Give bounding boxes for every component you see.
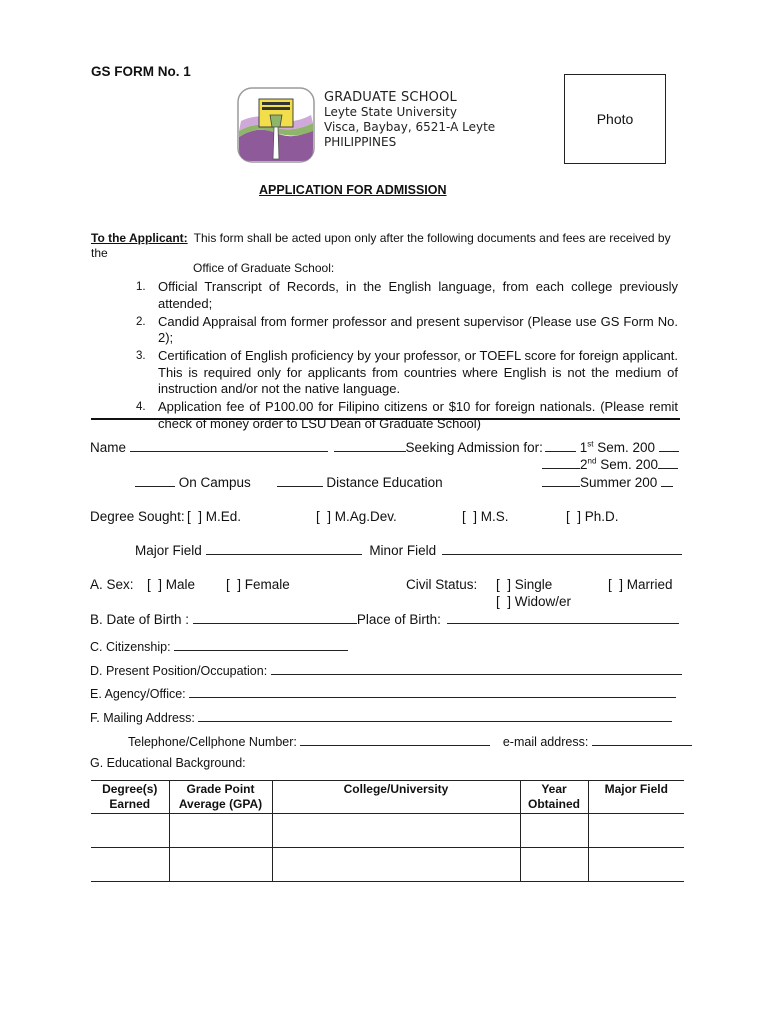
name-label: Name xyxy=(90,440,127,455)
cell-input[interactable] xyxy=(588,814,684,848)
mode-row: On Campus Distance Education xyxy=(135,474,443,490)
degree-label: Degree Sought: xyxy=(90,509,185,524)
school-address: Visca, Baybay, 6521-A Leyte xyxy=(324,120,496,134)
cell-input[interactable] xyxy=(520,848,588,882)
sem1-year-field[interactable] xyxy=(659,439,679,452)
name-row xyxy=(90,439,543,455)
school-address-block xyxy=(324,90,495,150)
edu-label: G. Educational Background: xyxy=(90,756,246,770)
civil-status-label: Civil Status: xyxy=(406,577,478,592)
table-row xyxy=(91,848,684,882)
university-name: Leyte State University xyxy=(324,105,457,119)
cell-input[interactable] xyxy=(91,848,169,882)
citizenship-field[interactable] xyxy=(174,638,348,651)
contact-row: Telephone/Cellphone Number: e-mail address: xyxy=(128,733,692,749)
col-gpa: Grade Point Average (GPA) xyxy=(169,781,272,814)
dob-field[interactable] xyxy=(193,611,357,624)
civil-married-checkbox[interactable]: [ ] Married xyxy=(608,577,673,592)
pob-field[interactable] xyxy=(447,611,679,624)
photo-label: Photo xyxy=(596,111,634,127)
cell-input[interactable] xyxy=(272,848,520,882)
cell-input[interactable] xyxy=(169,848,272,882)
list-item: 1. Official Transcript of Records, in the English language, from each college previously attended; xyxy=(136,279,678,311)
name-field-2[interactable] xyxy=(334,439,406,452)
university-logo xyxy=(237,87,315,163)
agency-row: E. Agency/Office: xyxy=(90,685,676,701)
degree-med-checkbox[interactable]: [ ] M.Ed. xyxy=(187,509,242,524)
summer-blank[interactable] xyxy=(542,474,580,487)
summer-year-field[interactable] xyxy=(661,474,673,487)
list-item: 3. Certification of English proficiency by your professor, or TOEFL score for foreign applicant. This is required only for applicants from countries where English is not the medium of instruction and/or not the native language. xyxy=(136,348,678,396)
applicant-note xyxy=(91,231,678,276)
cell-input[interactable] xyxy=(588,848,684,882)
cell-input[interactable] xyxy=(520,814,588,848)
position-field[interactable] xyxy=(271,662,682,675)
school-name: GRADUATE SCHOOL xyxy=(324,90,457,105)
col-college: College/University xyxy=(272,781,520,814)
list-item: 2. Candid Appraisal from former professor and present supervisor (Please use GS Form No. 2); xyxy=(136,313,678,345)
civil-widow-checkbox[interactable]: [ ] Widow/er xyxy=(496,594,572,609)
sem2-option: 2nd Sem. 200 xyxy=(542,456,678,472)
mailing-field[interactable] xyxy=(198,709,672,722)
cell-input[interactable] xyxy=(91,814,169,848)
sex-label: A. Sex: xyxy=(90,577,134,592)
minor-field-input[interactable] xyxy=(442,542,682,555)
major-minor-row: Major Field Minor Field xyxy=(135,542,682,558)
cell-input[interactable] xyxy=(272,814,520,848)
applicant-note-text: This form shall be acted upon only after the following documents and fees are received by the xyxy=(91,231,671,260)
page-title: APPLICATION FOR ADMISSION xyxy=(259,183,447,197)
mailing-row: F. Mailing Address: xyxy=(90,709,672,725)
table-header-row xyxy=(91,781,684,814)
name-field[interactable] xyxy=(130,439,328,452)
degree-ms-checkbox[interactable]: [ ] M.S. xyxy=(462,509,509,524)
distance-blank[interactable] xyxy=(277,474,323,487)
agency-field[interactable] xyxy=(189,685,676,698)
applicant-note-text-cont: Office of Graduate School: xyxy=(193,261,335,275)
applicant-note-label: To the Applicant: xyxy=(91,231,188,245)
col-degree: Degree(s) Earned xyxy=(91,781,169,814)
dob-row: B. Date of Birth : Place of Birth: xyxy=(90,611,679,627)
citizenship-row: C. Citizenship: xyxy=(90,638,348,654)
education-table xyxy=(91,780,684,882)
sem1-blank[interactable] xyxy=(545,439,576,452)
phone-field[interactable] xyxy=(300,733,490,746)
section-divider xyxy=(91,418,680,420)
sex-female-checkbox[interactable]: [ ] Female xyxy=(226,577,290,592)
summer-option: Summer 200 xyxy=(542,474,673,490)
col-major: Major Field xyxy=(588,781,684,814)
email-field[interactable] xyxy=(592,733,692,746)
sex-male-checkbox[interactable]: [ ] Male xyxy=(147,577,196,592)
cell-input[interactable] xyxy=(169,814,272,848)
degree-magdev-checkbox[interactable]: [ ] M.Ag.Dev. xyxy=(316,509,397,524)
sem2-blank[interactable] xyxy=(542,456,580,469)
school-country: PHILIPPINES xyxy=(324,135,397,149)
form-number: GS FORM No. 1 xyxy=(91,64,191,79)
degree-phd-checkbox[interactable]: [ ] Ph.D. xyxy=(566,509,619,524)
position-row: D. Present Position/Occupation: xyxy=(90,662,682,678)
sem2-year-field[interactable] xyxy=(658,456,678,469)
civil-single-checkbox[interactable]: [ ] Single xyxy=(496,577,553,592)
requirements-list xyxy=(136,279,678,434)
seeking-label: Seeking Admission for: xyxy=(405,440,543,455)
list-item: 4. Application fee of P100.00 for Filipino citizens or $10 for foreign nationals. (Please remit check of money order to LSU Dean of Graduate School) xyxy=(136,399,678,431)
sem1-option: 1st Sem. 200 xyxy=(545,439,679,455)
major-field-input[interactable] xyxy=(206,542,362,555)
photo-box xyxy=(564,74,666,164)
on-campus-blank[interactable] xyxy=(135,474,175,487)
table-row xyxy=(91,814,684,848)
col-year: Year Obtained xyxy=(520,781,588,814)
